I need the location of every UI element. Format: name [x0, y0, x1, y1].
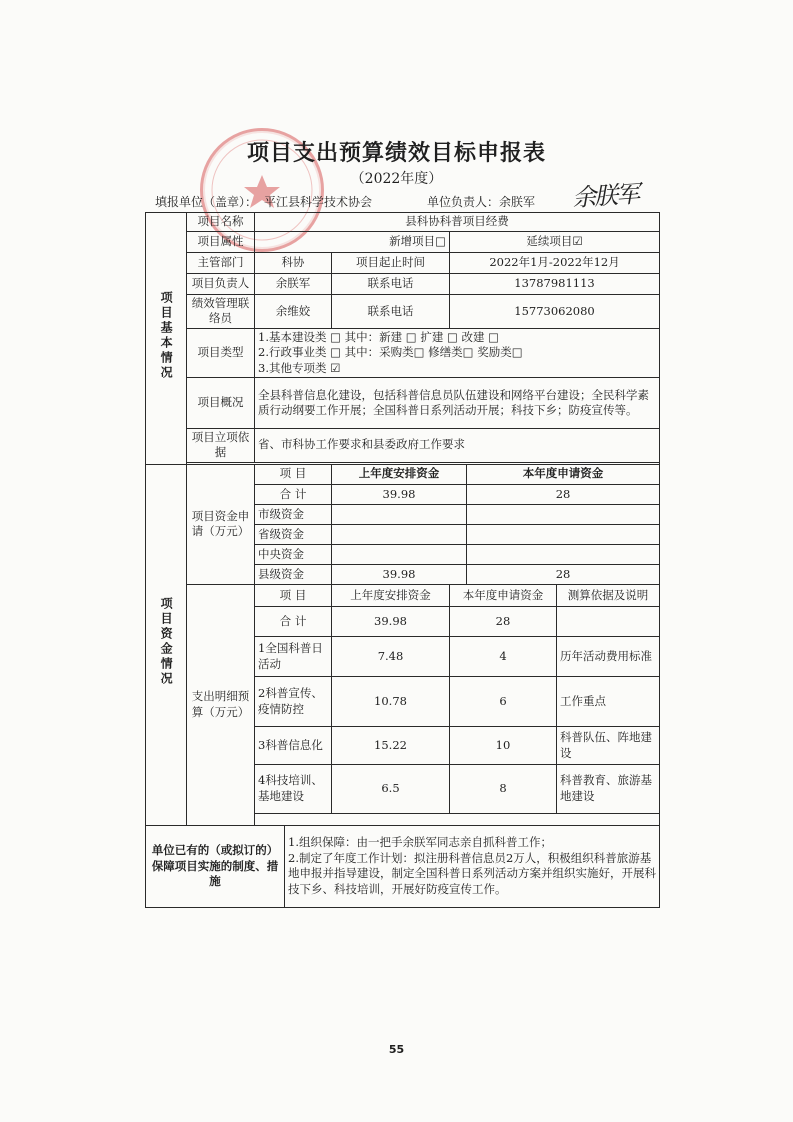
detail-row-item: 4科技培训、基地建设 [255, 765, 332, 813]
section-funds-label: 项目资金情况 [159, 597, 174, 688]
detail-row-note: 科普教育、旅游基地建设 [557, 765, 660, 813]
leader-value: 余朕军 [255, 273, 332, 294]
detail-label: 支出明细预算（万元） [187, 585, 255, 826]
contact-phone: 15773062080 [450, 294, 660, 328]
dept-value: 科协 [255, 252, 332, 273]
basis-value: 省、市科协工作要求和县委政府工作要求 [255, 428, 660, 462]
apply-row-item: 县级资金 [255, 564, 332, 584]
detail-row-last: 10.78 [332, 677, 450, 727]
type-options [255, 328, 660, 378]
form-title: 项目支出预算绩效目标申报表 [246, 141, 546, 166]
basis-label: 项目立项依据 [187, 428, 255, 462]
detail-col-note: 测算依据及说明 [557, 585, 660, 607]
detail-row-item: 1全国科普日活动 [255, 637, 332, 677]
detail-row-this: 28 [450, 607, 557, 637]
apply-col-item: 项 目 [255, 464, 332, 484]
apply-row-item: 合 计 [255, 484, 332, 504]
contact-phone-label: 联系电话 [332, 294, 450, 328]
section-basic-label: 项目基本情况 [159, 291, 174, 382]
detail-row-note: 工作重点 [557, 677, 660, 727]
type-line-1: 1.基本建设类 □ 其中：新建 □ 扩建 □ 改建 □ [258, 329, 500, 344]
fill-unit-name: 平江县科学技术协会 [264, 195, 373, 209]
apply-row-this [467, 504, 660, 524]
detail-row-note: 历年活动费用标准 [557, 637, 660, 677]
project-name-value: 县科协科普项目经费 [255, 213, 660, 232]
apply-row-last: 39.98 [332, 564, 467, 584]
form-year: （2022年度） [350, 171, 443, 187]
detail-row-item: 2科普宣传、疫情防控 [255, 677, 332, 727]
detail-row-note [557, 607, 660, 637]
detail-row-item: 3科普信息化 [255, 727, 332, 765]
project-attr-label: 项目属性 [187, 231, 255, 252]
detail-row-this: 4 [450, 637, 557, 677]
detail-col-last: 上年度安排资金 [332, 585, 450, 607]
dept-label: 主管部门 [187, 252, 255, 273]
handwritten-signature: 余朕军 [571, 179, 640, 213]
apply-row-last [332, 544, 467, 564]
apply-row-this [467, 544, 660, 564]
apply-row-last [332, 524, 467, 544]
apply-col-last: 上年度安排资金 [332, 464, 467, 484]
apply-row-item: 市级资金 [255, 504, 332, 524]
period-value: 2022年1月-2022年12月 [450, 252, 660, 273]
detail-row-this: 6 [450, 677, 557, 727]
budget-form-table [145, 212, 660, 908]
attr-new-option: 新增项目□ [255, 231, 450, 252]
measures-value [285, 825, 660, 907]
detail-row-last: 15.22 [332, 727, 450, 765]
detail-row-last: 6.5 [332, 765, 450, 813]
detail-row-note: 科普队伍、阵地建设 [557, 727, 660, 765]
detail-row-last: 39.98 [332, 607, 450, 637]
type-line-3: 3.其他专项类 ☑ [258, 360, 341, 375]
apply-row-last: 39.98 [332, 484, 467, 504]
apply-row-last [332, 504, 467, 524]
contact-label: 绩效管理联络员 [187, 294, 255, 328]
unit-leader: 单位负责人：余朕军 [427, 195, 536, 209]
detail-row-item: 合 计 [255, 607, 332, 637]
period-label: 项目起止时间 [332, 252, 450, 273]
detail-col-item: 项 目 [255, 585, 332, 607]
apply-label: 项目资金申请（万元） [187, 464, 255, 584]
detail-row-this: 8 [450, 765, 557, 813]
apply-col-this: 本年度申请资金 [467, 464, 660, 484]
contact-value: 余维姣 [255, 294, 332, 328]
attr-continue-option: 延续项目☑ [450, 231, 660, 252]
page-number: 55 [388, 1043, 405, 1056]
apply-row-this [467, 524, 660, 544]
project-name-label: 项目名称 [187, 213, 255, 232]
fill-unit-label: 填报单位（盖章）： [155, 195, 258, 209]
detail-row-this: 10 [450, 727, 557, 765]
overview-value: 全县科普信息化建设，包括科普信息员队伍建设和网络平台建设；全民科学素质行动纲要工作开展；全国科普日系列活动开展；科技下乡；防疫宣传等。 [255, 378, 660, 428]
apply-row-item: 中央资金 [255, 544, 332, 564]
apply-row-this: 28 [467, 564, 660, 584]
apply-row-this: 28 [467, 484, 660, 504]
leader-phone-label: 联系电话 [332, 273, 450, 294]
leader-label: 项目负责人 [187, 273, 255, 294]
detail-row-last: 7.48 [332, 637, 450, 677]
apply-row-item: 省级资金 [255, 524, 332, 544]
leader-phone: 13787981113 [450, 273, 660, 294]
measures-label: 单位已有的（或拟订的）保障项目实施的制度、措施 [146, 825, 285, 907]
measures-line-2: 2.制定了年度工作计划：拟注册科普信息员2万人，积极组织科普旅游基地申报并指导建设，制定全国科普日系列活动方案并组织实施好，开展科技下乡、科技培训，开展好防疫宣传工作。 [288, 850, 656, 896]
measures-line-1: 1.组织保障：由一把手余朕军同志亲自抓科普工作； [288, 835, 552, 850]
overview-label: 项目概况 [187, 378, 255, 428]
detail-col-this: 本年度申请资金 [450, 585, 557, 607]
type-label: 项目类型 [187, 328, 255, 378]
type-line-2: 2.行政事业类 □ 其中：采购类□ 修缮类□ 奖励类□ [258, 345, 523, 360]
